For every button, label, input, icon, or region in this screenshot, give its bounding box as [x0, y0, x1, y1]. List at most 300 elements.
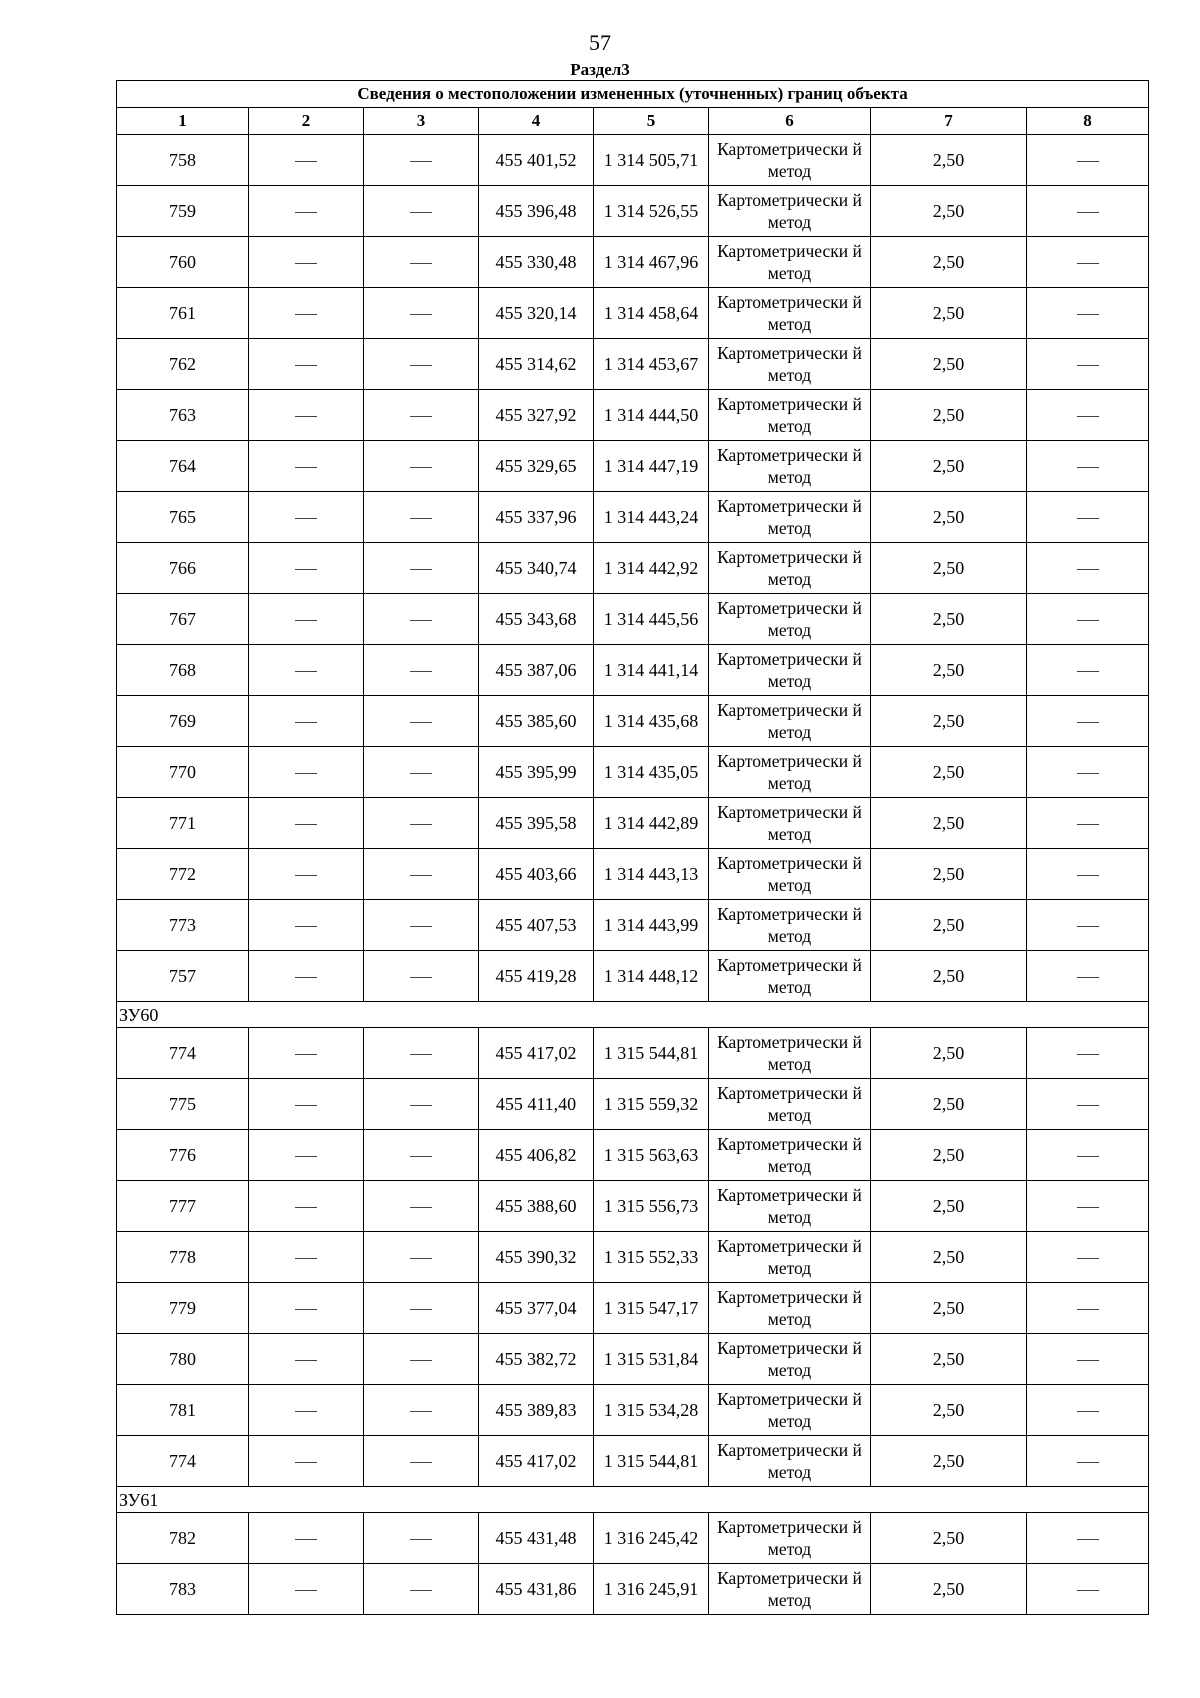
point-number: 773	[117, 900, 249, 951]
coordinate-x: 455 431,86	[479, 1564, 594, 1615]
dash-mark	[410, 671, 432, 672]
old-y-cell	[364, 594, 479, 645]
old-x-cell	[249, 237, 364, 288]
dash-mark	[1077, 1590, 1099, 1591]
coordinate-y: 1 314 526,55	[594, 186, 709, 237]
dash-mark	[295, 1258, 317, 1259]
description-cell	[1027, 1334, 1149, 1385]
accuracy-cell: 2,50	[871, 288, 1027, 339]
old-y-cell	[364, 1181, 479, 1232]
section-title: Раздел3	[570, 60, 630, 79]
accuracy-cell: 2,50	[871, 441, 1027, 492]
point-number: 777	[117, 1181, 249, 1232]
point-number: 759	[117, 186, 249, 237]
table-row	[117, 849, 1149, 900]
coordinate-y: 1 314 467,96	[594, 237, 709, 288]
description-cell	[1027, 798, 1149, 849]
dash-mark	[410, 569, 432, 570]
coordinate-x: 455 388,60	[479, 1181, 594, 1232]
dash-mark	[295, 314, 317, 315]
table-row	[117, 645, 1149, 696]
old-x-cell	[249, 186, 364, 237]
description-cell	[1027, 441, 1149, 492]
point-number: 769	[117, 696, 249, 747]
table-row	[117, 1028, 1149, 1079]
description-cell	[1027, 1513, 1149, 1564]
old-x-cell	[249, 1232, 364, 1283]
coordinate-y: 1 315 544,81	[594, 1028, 709, 1079]
table-row	[117, 186, 1149, 237]
dash-mark	[1077, 1462, 1099, 1463]
dash-mark	[410, 824, 432, 825]
dash-mark	[410, 263, 432, 264]
table-body	[117, 81, 1149, 1615]
dash-mark	[410, 1360, 432, 1361]
old-y-cell	[364, 390, 479, 441]
old-y-cell	[364, 237, 479, 288]
accuracy-cell: 2,50	[871, 798, 1027, 849]
method-cell: Картометрически й метод	[709, 1564, 871, 1615]
accuracy-cell: 2,50	[871, 645, 1027, 696]
point-number: 776	[117, 1130, 249, 1181]
column-number-row	[117, 108, 1149, 135]
dash-mark	[1077, 1207, 1099, 1208]
dash-mark	[410, 161, 432, 162]
accuracy-cell: 2,50	[871, 747, 1027, 798]
table-row	[117, 390, 1149, 441]
old-y-cell	[364, 1513, 479, 1564]
dash-mark	[295, 1105, 317, 1106]
method-cell: Картометрически й метод	[709, 339, 871, 390]
dash-mark	[1077, 722, 1099, 723]
table-row	[117, 747, 1149, 798]
dash-mark	[410, 1207, 432, 1208]
description-cell	[1027, 1130, 1149, 1181]
table-row	[117, 951, 1149, 1002]
point-number: 782	[117, 1513, 249, 1564]
description-cell	[1027, 696, 1149, 747]
old-y-cell	[364, 798, 479, 849]
dash-mark	[410, 416, 432, 417]
coordinate-y: 1 315 552,33	[594, 1232, 709, 1283]
old-y-cell	[364, 1079, 479, 1130]
old-y-cell	[364, 1385, 479, 1436]
table-caption: Сведения о местоположении измененных (уточненных) границ объекта	[117, 81, 1149, 108]
point-number: 767	[117, 594, 249, 645]
method-cell: Картометрически й метод	[709, 900, 871, 951]
dash-mark	[1077, 1309, 1099, 1310]
method-cell: Картометрически й метод	[709, 1028, 871, 1079]
method-cell: Картометрически й метод	[709, 1283, 871, 1334]
old-x-cell	[249, 1334, 364, 1385]
coordinate-x: 455 327,92	[479, 390, 594, 441]
dash-mark	[410, 875, 432, 876]
description-cell	[1027, 339, 1149, 390]
method-cell: Картометрически й метод	[709, 1232, 871, 1283]
coordinate-y: 1 315 544,81	[594, 1436, 709, 1487]
method-cell: Картометрически й метод	[709, 186, 871, 237]
dash-mark	[295, 263, 317, 264]
old-x-cell	[249, 1436, 364, 1487]
dash-mark	[1077, 875, 1099, 876]
table-row	[117, 492, 1149, 543]
coordinate-y: 1 314 443,13	[594, 849, 709, 900]
old-y-cell	[364, 1436, 479, 1487]
old-x-cell	[249, 1130, 364, 1181]
description-cell	[1027, 849, 1149, 900]
column-number: 6	[709, 108, 871, 135]
dash-mark	[295, 467, 317, 468]
dash-mark	[410, 926, 432, 927]
method-cell: Картометрически й метод	[709, 237, 871, 288]
dash-mark	[410, 1462, 432, 1463]
coordinate-y: 1 314 447,19	[594, 441, 709, 492]
group-row	[117, 1002, 1149, 1028]
accuracy-cell: 2,50	[871, 186, 1027, 237]
dash-mark	[410, 1105, 432, 1106]
coordinate-y: 1 314 443,24	[594, 492, 709, 543]
table-row	[117, 1513, 1149, 1564]
dash-mark	[1077, 1360, 1099, 1361]
dash-mark	[410, 977, 432, 978]
table-row	[117, 1079, 1149, 1130]
old-x-cell	[249, 441, 364, 492]
description-cell	[1027, 1181, 1149, 1232]
dash-mark	[410, 773, 432, 774]
old-y-cell	[364, 186, 479, 237]
dash-mark	[1077, 416, 1099, 417]
page-number: 57	[589, 30, 611, 55]
coordinate-y: 1 315 531,84	[594, 1334, 709, 1385]
dash-mark	[1077, 212, 1099, 213]
coordinate-y: 1 314 458,64	[594, 288, 709, 339]
table-row	[117, 288, 1149, 339]
description-cell	[1027, 186, 1149, 237]
description-cell	[1027, 543, 1149, 594]
accuracy-cell: 2,50	[871, 339, 1027, 390]
group-row	[117, 1487, 1149, 1513]
coordinate-x: 455 401,52	[479, 135, 594, 186]
old-x-cell	[249, 492, 364, 543]
dash-mark	[1077, 518, 1099, 519]
group-label: ЗУ61	[117, 1487, 1149, 1513]
old-y-cell	[364, 1028, 479, 1079]
dash-mark	[295, 1411, 317, 1412]
accuracy-cell: 2,50	[871, 135, 1027, 186]
description-cell	[1027, 1232, 1149, 1283]
dash-mark	[1077, 365, 1099, 366]
old-x-cell	[249, 390, 364, 441]
accuracy-cell: 2,50	[871, 543, 1027, 594]
group-label: ЗУ60	[117, 1002, 1149, 1028]
table-row	[117, 900, 1149, 951]
dash-mark	[295, 773, 317, 774]
method-cell: Картометрически й метод	[709, 696, 871, 747]
dash-mark	[410, 314, 432, 315]
dash-mark	[295, 1590, 317, 1591]
dash-mark	[1077, 263, 1099, 264]
accuracy-cell: 2,50	[871, 1130, 1027, 1181]
coordinate-x: 455 407,53	[479, 900, 594, 951]
old-x-cell	[249, 696, 364, 747]
description-cell	[1027, 900, 1149, 951]
old-x-cell	[249, 1181, 364, 1232]
dash-mark	[295, 569, 317, 570]
dash-mark	[295, 1156, 317, 1157]
accuracy-cell: 2,50	[871, 696, 1027, 747]
coordinate-x: 455 314,62	[479, 339, 594, 390]
dash-mark	[295, 671, 317, 672]
coordinate-x: 455 396,48	[479, 186, 594, 237]
coordinate-x: 455 377,04	[479, 1283, 594, 1334]
dash-mark	[295, 416, 317, 417]
old-y-cell	[364, 1564, 479, 1615]
method-cell: Картометрически й метод	[709, 1130, 871, 1181]
dash-mark	[1077, 773, 1099, 774]
coordinate-x: 455 411,40	[479, 1079, 594, 1130]
point-number: 770	[117, 747, 249, 798]
old-y-cell	[364, 747, 479, 798]
coordinate-x: 455 403,66	[479, 849, 594, 900]
point-number: 768	[117, 645, 249, 696]
description-cell	[1027, 1564, 1149, 1615]
method-cell: Картометрически й метод	[709, 594, 871, 645]
coordinate-y: 1 314 435,05	[594, 747, 709, 798]
point-number: 779	[117, 1283, 249, 1334]
dash-mark	[1077, 977, 1099, 978]
method-cell: Картометрически й метод	[709, 747, 871, 798]
coordinate-y: 1 314 444,50	[594, 390, 709, 441]
description-cell	[1027, 1436, 1149, 1487]
coordinate-y: 1 314 443,99	[594, 900, 709, 951]
point-number: 771	[117, 798, 249, 849]
method-cell: Картометрически й метод	[709, 288, 871, 339]
point-number: 780	[117, 1334, 249, 1385]
coordinate-y: 1 314 453,67	[594, 339, 709, 390]
point-number: 783	[117, 1564, 249, 1615]
table-row	[117, 543, 1149, 594]
method-cell: Картометрически й метод	[709, 135, 871, 186]
coordinate-y: 1 315 556,73	[594, 1181, 709, 1232]
method-cell: Картометрически й метод	[709, 645, 871, 696]
accuracy-cell: 2,50	[871, 1181, 1027, 1232]
dash-mark	[1077, 1156, 1099, 1157]
coordinate-x: 455 419,28	[479, 951, 594, 1002]
coordinate-y: 1 314 442,89	[594, 798, 709, 849]
old-x-cell	[249, 1079, 364, 1130]
old-x-cell	[249, 543, 364, 594]
coordinate-y: 1 315 559,32	[594, 1079, 709, 1130]
dash-mark	[1077, 1105, 1099, 1106]
coordinate-y: 1 314 505,71	[594, 135, 709, 186]
point-number: 774	[117, 1436, 249, 1487]
dash-mark	[410, 1156, 432, 1157]
dash-mark	[295, 620, 317, 621]
description-cell	[1027, 1028, 1149, 1079]
coordinate-x: 455 417,02	[479, 1028, 594, 1079]
dash-mark	[295, 161, 317, 162]
dash-mark	[295, 875, 317, 876]
dash-mark	[295, 722, 317, 723]
column-number: 8	[1027, 108, 1149, 135]
coordinate-x: 455 395,99	[479, 747, 594, 798]
old-x-cell	[249, 339, 364, 390]
coordinate-x: 455 382,72	[479, 1334, 594, 1385]
dash-mark	[1077, 569, 1099, 570]
point-number: 763	[117, 390, 249, 441]
table-row	[117, 1232, 1149, 1283]
accuracy-cell: 2,50	[871, 849, 1027, 900]
old-y-cell	[364, 951, 479, 1002]
point-number: 758	[117, 135, 249, 186]
table-row	[117, 237, 1149, 288]
coordinate-x: 455 343,68	[479, 594, 594, 645]
dash-mark	[410, 1539, 432, 1540]
coordinate-x: 455 417,02	[479, 1436, 594, 1487]
point-number: 772	[117, 849, 249, 900]
coordinate-y: 1 314 448,12	[594, 951, 709, 1002]
dash-mark	[410, 1309, 432, 1310]
description-cell	[1027, 492, 1149, 543]
old-y-cell	[364, 849, 479, 900]
table-row	[117, 1436, 1149, 1487]
old-x-cell	[249, 645, 364, 696]
coordinate-x: 455 406,82	[479, 1130, 594, 1181]
old-y-cell	[364, 543, 479, 594]
old-x-cell	[249, 900, 364, 951]
point-number: 781	[117, 1385, 249, 1436]
table-row	[117, 1564, 1149, 1615]
coordinate-x: 455 431,48	[479, 1513, 594, 1564]
description-cell	[1027, 1079, 1149, 1130]
dash-mark	[295, 365, 317, 366]
old-x-cell	[249, 747, 364, 798]
dash-mark	[410, 722, 432, 723]
column-number: 4	[479, 108, 594, 135]
dash-mark	[410, 467, 432, 468]
column-number: 2	[249, 108, 364, 135]
description-cell	[1027, 951, 1149, 1002]
point-number: 766	[117, 543, 249, 594]
old-x-cell	[249, 951, 364, 1002]
point-number: 761	[117, 288, 249, 339]
table-row	[117, 594, 1149, 645]
coordinate-x: 455 320,14	[479, 288, 594, 339]
dash-mark	[410, 518, 432, 519]
description-cell	[1027, 135, 1149, 186]
boundary-coordinates-table	[116, 80, 1149, 1615]
accuracy-cell: 2,50	[871, 900, 1027, 951]
old-x-cell	[249, 135, 364, 186]
coordinate-x: 455 329,65	[479, 441, 594, 492]
coordinate-y: 1 315 547,17	[594, 1283, 709, 1334]
method-cell: Картометрически й метод	[709, 1334, 871, 1385]
column-number: 1	[117, 108, 249, 135]
old-x-cell	[249, 1283, 364, 1334]
point-number: 764	[117, 441, 249, 492]
old-y-cell	[364, 1232, 479, 1283]
old-x-cell	[249, 1513, 364, 1564]
coordinate-x: 455 389,83	[479, 1385, 594, 1436]
dash-mark	[410, 1054, 432, 1055]
accuracy-cell: 2,50	[871, 1436, 1027, 1487]
accuracy-cell: 2,50	[871, 594, 1027, 645]
method-cell: Картометрически й метод	[709, 492, 871, 543]
method-cell: Картометрически й метод	[709, 849, 871, 900]
dash-mark	[1077, 314, 1099, 315]
dash-mark	[295, 1539, 317, 1540]
table-row	[117, 441, 1149, 492]
dash-mark	[410, 1411, 432, 1412]
dash-mark	[295, 1207, 317, 1208]
accuracy-cell: 2,50	[871, 1283, 1027, 1334]
coordinate-y: 1 316 245,42	[594, 1513, 709, 1564]
dash-mark	[410, 620, 432, 621]
accuracy-cell: 2,50	[871, 1028, 1027, 1079]
coordinate-y: 1 314 435,68	[594, 696, 709, 747]
coordinate-x: 455 340,74	[479, 543, 594, 594]
accuracy-cell: 2,50	[871, 1564, 1027, 1615]
dash-mark	[1077, 824, 1099, 825]
method-cell: Картометрически й метод	[709, 1436, 871, 1487]
accuracy-cell: 2,50	[871, 1513, 1027, 1564]
dash-mark	[410, 1590, 432, 1591]
old-y-cell	[364, 900, 479, 951]
coordinate-x: 455 387,06	[479, 645, 594, 696]
coordinate-y: 1 315 563,63	[594, 1130, 709, 1181]
coordinate-y: 1 314 445,56	[594, 594, 709, 645]
dash-mark	[295, 824, 317, 825]
dash-mark	[295, 977, 317, 978]
accuracy-cell: 2,50	[871, 1079, 1027, 1130]
old-x-cell	[249, 849, 364, 900]
dash-mark	[295, 518, 317, 519]
column-number: 3	[364, 108, 479, 135]
method-cell: Картометрически й метод	[709, 390, 871, 441]
table-row	[117, 1130, 1149, 1181]
method-cell: Картометрически й метод	[709, 1079, 871, 1130]
old-y-cell	[364, 645, 479, 696]
old-y-cell	[364, 1130, 479, 1181]
dash-mark	[1077, 1054, 1099, 1055]
table-row	[117, 1385, 1149, 1436]
accuracy-cell: 2,50	[871, 1334, 1027, 1385]
description-cell	[1027, 747, 1149, 798]
coordinate-y: 1 316 245,91	[594, 1564, 709, 1615]
method-cell: Картометрически й метод	[709, 1181, 871, 1232]
accuracy-cell: 2,50	[871, 951, 1027, 1002]
description-cell	[1027, 1385, 1149, 1436]
old-x-cell	[249, 1564, 364, 1615]
point-number: 760	[117, 237, 249, 288]
old-y-cell	[364, 696, 479, 747]
coordinate-y: 1 314 441,14	[594, 645, 709, 696]
dash-mark	[1077, 671, 1099, 672]
table-row	[117, 339, 1149, 390]
coordinate-x: 455 385,60	[479, 696, 594, 747]
method-cell: Картометрически й метод	[709, 441, 871, 492]
dash-mark	[1077, 1258, 1099, 1259]
dash-mark	[410, 212, 432, 213]
dash-mark	[295, 1309, 317, 1310]
old-y-cell	[364, 441, 479, 492]
method-cell: Картометрически й метод	[709, 951, 871, 1002]
old-y-cell	[364, 339, 479, 390]
description-cell	[1027, 1283, 1149, 1334]
dash-mark	[295, 1054, 317, 1055]
old-y-cell	[364, 135, 479, 186]
dash-mark	[1077, 161, 1099, 162]
